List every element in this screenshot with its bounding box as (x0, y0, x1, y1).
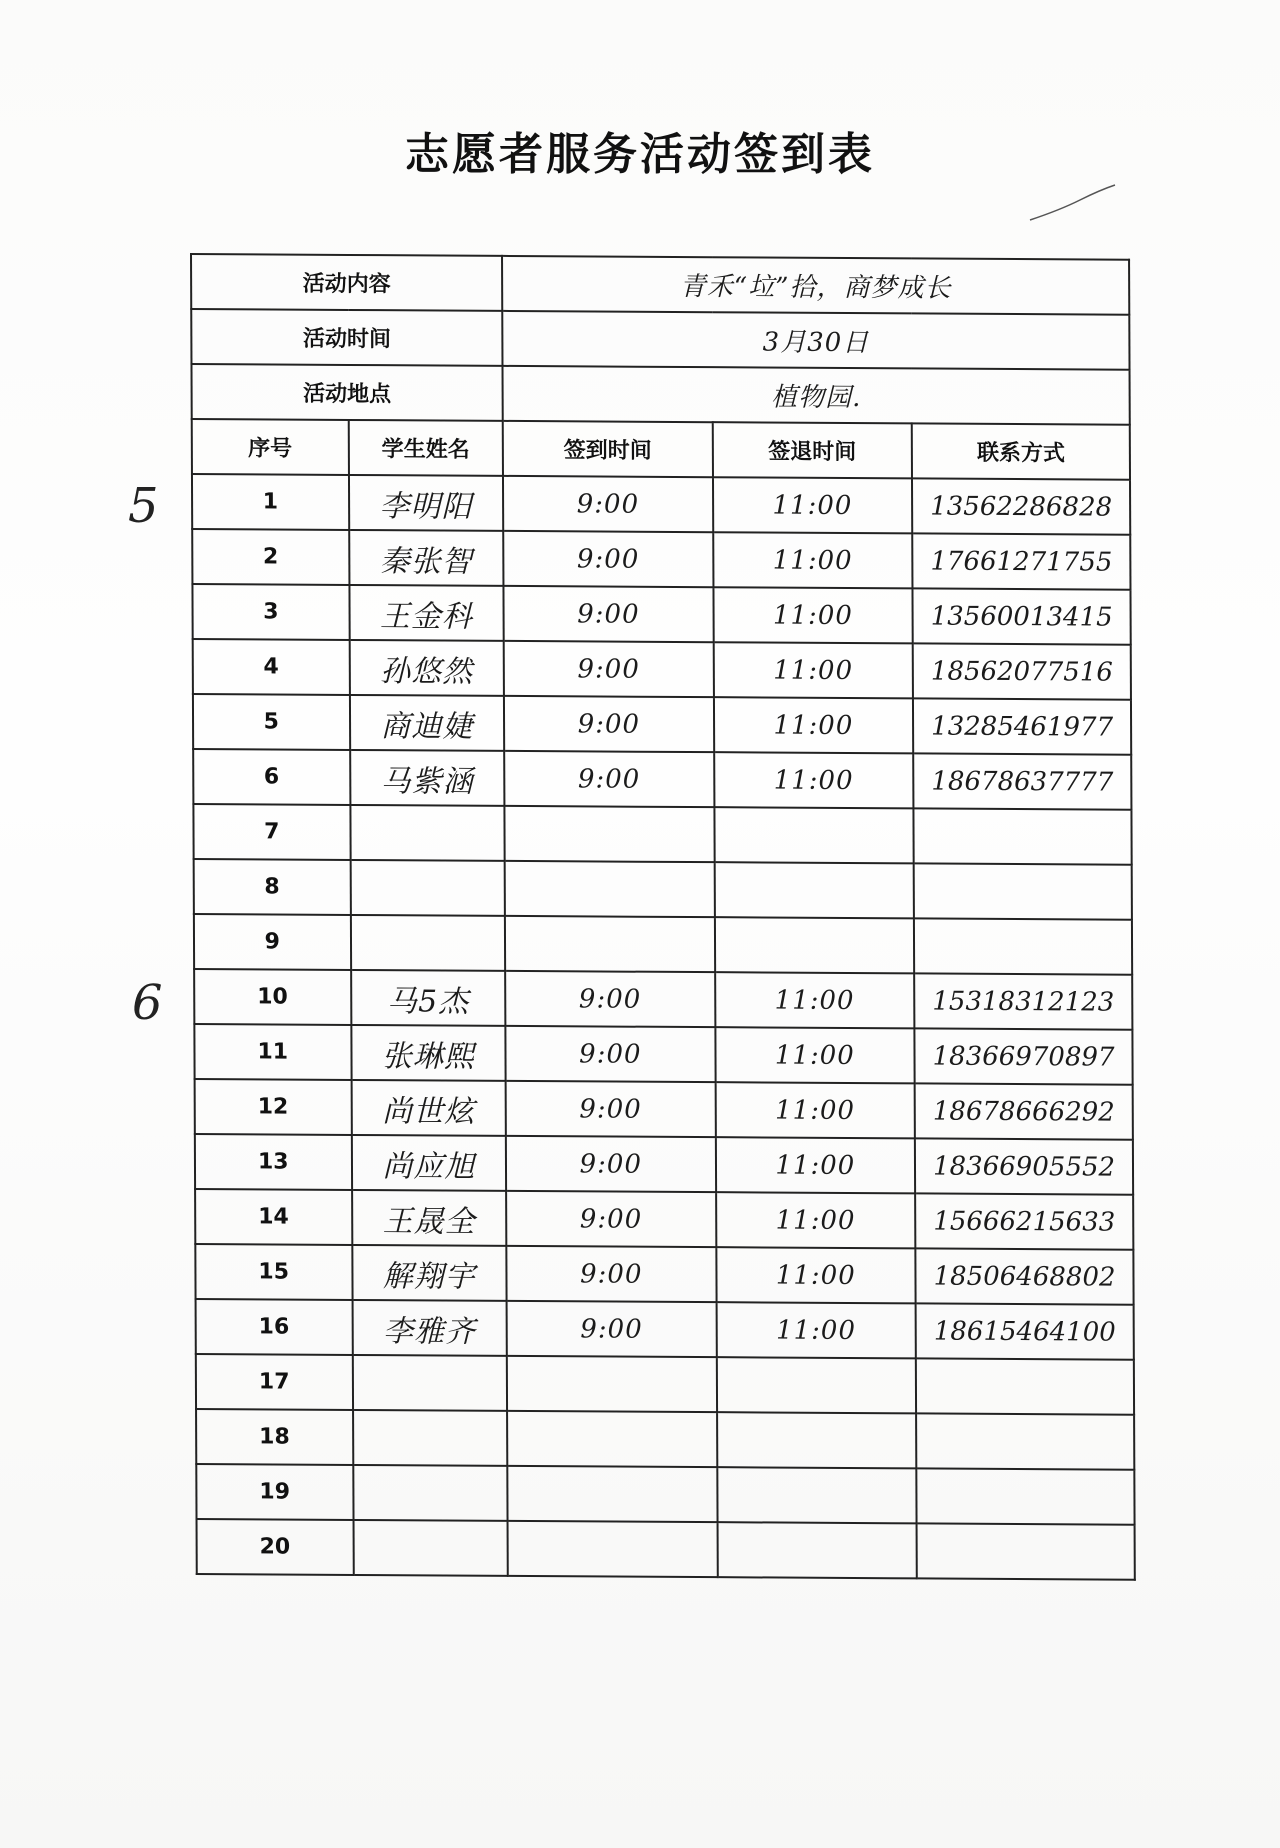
seq-cell: 3 (192, 584, 349, 640)
sign-out-cell: 11:00 (715, 972, 915, 1028)
activity-place-value: 植物园. (503, 366, 1130, 425)
table-row (195, 1244, 1133, 1305)
contact-cell: 13562286828 (912, 478, 1130, 534)
table-row (197, 1519, 1135, 1580)
activity-place-label: 活动地点 (191, 364, 502, 421)
header-contact: 联系方式 (912, 423, 1130, 479)
seq-cell: 17 (196, 1354, 353, 1410)
table-row (192, 529, 1130, 590)
contact-cell: 15666215633 (915, 1193, 1133, 1249)
name-cell: 尚世炫 (351, 1080, 506, 1136)
table-row (196, 1299, 1134, 1360)
seq-cell: 9 (194, 914, 351, 970)
name-cell: 马5杰 (351, 970, 506, 1026)
activity-time-label: 活动时间 (191, 309, 502, 366)
name-cell: 商迪婕 (349, 695, 504, 751)
sign-in-cell: 9:00 (504, 696, 714, 752)
table-row (194, 859, 1132, 920)
margin-note-group-5: 5 (128, 478, 159, 534)
table-row (195, 1079, 1133, 1140)
name-cell (353, 1465, 508, 1521)
table-row (192, 584, 1130, 645)
sign-in-cell: 9:00 (507, 1301, 717, 1357)
seq-cell: 2 (192, 529, 349, 585)
name-cell: 尚应旭 (351, 1135, 506, 1191)
name-cell: 马紫涵 (350, 750, 505, 806)
seq-cell: 10 (194, 969, 351, 1025)
name-cell (353, 1410, 508, 1466)
name-cell (352, 1355, 507, 1411)
table-row (193, 639, 1131, 700)
activity-place-row (191, 364, 1129, 425)
sign-out-cell (714, 862, 914, 918)
sign-out-cell (714, 917, 914, 973)
contact-cell (914, 918, 1132, 974)
activity-content-row (191, 254, 1129, 315)
sign-out-cell: 11:00 (716, 1302, 916, 1358)
name-cell: 李雅齐 (352, 1300, 507, 1356)
table-row (193, 749, 1131, 810)
table-row (194, 914, 1132, 975)
name-cell (350, 860, 505, 916)
contact-cell: 17661271755 (912, 533, 1130, 589)
seq-cell: 19 (196, 1464, 353, 1520)
contact-cell: 18562077516 (913, 643, 1131, 699)
sign-in-cell (507, 1466, 717, 1522)
table-row (196, 1354, 1134, 1415)
contact-cell (914, 808, 1132, 864)
table-row (193, 804, 1131, 865)
sign-in-cell: 9:00 (506, 1136, 716, 1192)
activity-content-value: 青禾“垃”拾，商梦成长 (502, 256, 1129, 315)
seq-cell: 18 (196, 1409, 353, 1465)
name-cell: 李明阳 (349, 475, 504, 531)
name-cell (353, 1520, 508, 1576)
sign-in-cell (504, 806, 714, 862)
sign-out-cell (717, 1522, 917, 1578)
sign-in-cell: 9:00 (503, 531, 713, 587)
sign-out-cell: 11:00 (713, 587, 913, 643)
sign-in-cell: 9:00 (504, 751, 714, 807)
activity-time-value: 3月30日 (502, 311, 1129, 370)
contact-cell (917, 1523, 1135, 1579)
seq-cell: 14 (195, 1189, 352, 1245)
seq-cell: 7 (193, 804, 350, 860)
table-row (196, 1409, 1134, 1470)
contact-cell (914, 863, 1132, 919)
contact-cell: 15318312123 (914, 973, 1132, 1029)
header-seq: 序号 (192, 419, 349, 475)
sign-in-cell (507, 1356, 717, 1412)
seq-cell: 1 (192, 474, 349, 530)
sign-in-cell: 9:00 (505, 1026, 715, 1082)
header-name: 学生姓名 (348, 420, 503, 476)
activity-time-row (191, 309, 1129, 370)
name-cell (350, 915, 505, 971)
sign-in-cell (505, 916, 715, 972)
sign-out-cell: 11:00 (713, 477, 913, 533)
contact-cell (916, 1413, 1134, 1469)
seq-cell: 13 (195, 1134, 352, 1190)
sign-out-cell: 11:00 (715, 1027, 915, 1083)
column-header-row (192, 419, 1130, 480)
sign-in-cell: 9:00 (504, 586, 714, 642)
sign-out-cell: 11:00 (716, 1192, 916, 1248)
contact-cell: 18678637777 (913, 753, 1131, 809)
header-sign-in: 签到时间 (503, 421, 713, 477)
table-row (195, 1189, 1133, 1250)
name-cell: 秦张智 (349, 530, 504, 586)
sign-in-cell (508, 1521, 718, 1577)
table-row (192, 474, 1130, 535)
sign-out-cell: 11:00 (713, 697, 913, 753)
sign-out-cell: 11:00 (713, 642, 913, 698)
contact-cell (916, 1468, 1134, 1524)
name-cell: 解翔宇 (352, 1245, 507, 1301)
page-title: 志愿者服务活动签到表 (405, 129, 875, 180)
table-row (196, 1464, 1134, 1525)
seq-cell: 6 (193, 749, 350, 805)
sign-in-table (190, 253, 1136, 1581)
sign-in-cell (505, 861, 715, 917)
sign-out-cell (717, 1467, 917, 1523)
sign-in-cell: 9:00 (506, 1081, 716, 1137)
sign-out-cell (716, 1357, 916, 1413)
seq-cell: 5 (193, 694, 350, 750)
contact-cell: 18678666292 (915, 1083, 1133, 1139)
seq-cell: 11 (194, 1024, 351, 1080)
activity-content-label: 活动内容 (191, 254, 502, 311)
name-cell: 王金科 (349, 585, 504, 641)
contact-cell: 18506468802 (915, 1248, 1133, 1304)
sign-in-cell (507, 1411, 717, 1467)
sign-out-cell: 11:00 (716, 1247, 916, 1303)
sign-in-cell: 9:00 (506, 1246, 716, 1302)
sign-out-cell (714, 807, 914, 863)
sign-in-cell: 9:00 (505, 971, 715, 1027)
seq-cell: 15 (195, 1244, 352, 1300)
seq-cell: 20 (197, 1519, 354, 1575)
contact-cell: 18615464100 (916, 1303, 1134, 1359)
contact-cell: 18366970897 (914, 1028, 1132, 1084)
sign-in-cell: 9:00 (503, 476, 713, 532)
name-cell (350, 805, 505, 861)
sign-out-cell: 11:00 (715, 1137, 915, 1193)
table-row (194, 969, 1132, 1030)
contact-cell: 18366905552 (915, 1138, 1133, 1194)
sign-out-cell: 11:00 (715, 1082, 915, 1138)
table-row (195, 1134, 1133, 1195)
seq-cell: 16 (196, 1299, 353, 1355)
sign-out-cell (717, 1412, 917, 1468)
seq-cell: 12 (195, 1079, 352, 1135)
sign-in-cell: 9:00 (506, 1191, 716, 1247)
sign-in-cell: 9:00 (504, 641, 714, 697)
pen-mark (1020, 180, 1120, 230)
name-cell: 孙悠然 (349, 640, 504, 696)
seq-cell: 4 (193, 639, 350, 695)
sign-out-cell: 11:00 (713, 532, 913, 588)
name-cell: 王晟全 (352, 1190, 507, 1246)
table-row (193, 694, 1131, 755)
margin-note-group-6: 6 (132, 975, 163, 1031)
table-row (194, 1024, 1132, 1085)
contact-cell (916, 1358, 1134, 1414)
name-cell: 张琳熙 (351, 1025, 506, 1081)
seq-cell: 8 (194, 859, 351, 915)
contact-cell: 13560013415 (913, 588, 1131, 644)
contact-cell: 13285461977 (913, 698, 1131, 754)
header-sign-out: 签退时间 (712, 422, 912, 478)
sign-out-cell: 11:00 (714, 752, 914, 808)
